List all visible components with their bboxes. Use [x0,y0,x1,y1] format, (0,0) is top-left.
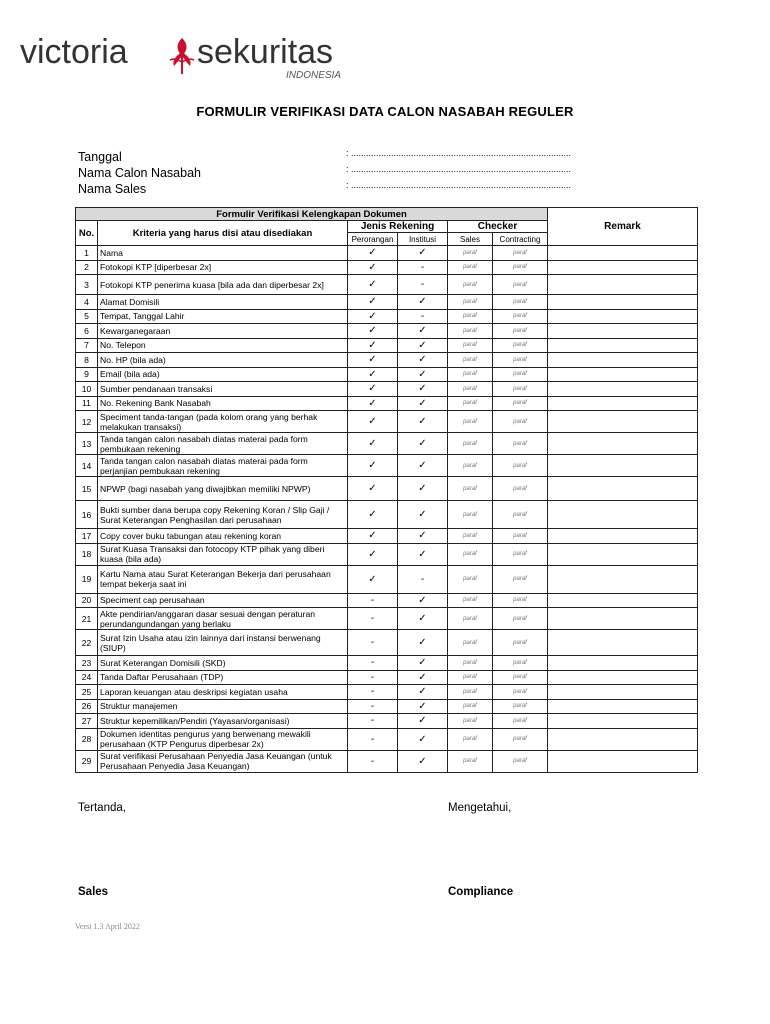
row-institusi-mark: ✓ [398,630,448,656]
row-number: 21 [76,608,98,630]
row-sales-paraf[interactable]: paraf [448,353,493,368]
row-institusi-mark: - [398,309,448,324]
row-number: 13 [76,433,98,455]
row-criteria: Kewarganegaraan [98,324,348,339]
form-field-value[interactable]: : ........................................................................................ [346,148,572,158]
no-header: No. [76,221,98,246]
row-number: 5 [76,309,98,324]
row-criteria: Laporan keuangan atau deskripsi kegiatan usaha [98,685,348,700]
row-criteria: NPWP (bagi nasabah yang diwajibkan memiliki NPWP) [98,477,348,501]
row-number: 8 [76,353,98,368]
row-contracting-paraf[interactable]: paraf [493,433,548,455]
logo-emblem-icon [170,38,194,74]
table-row [76,411,698,433]
row-remark[interactable] [548,670,698,685]
row-perorangan-mark: - [348,608,398,630]
table-row [76,246,698,261]
row-perorangan-mark: ✓ [348,338,398,353]
row-institusi-mark: - [398,275,448,295]
row-contracting-paraf[interactable]: paraf [493,367,548,382]
table-row [76,630,698,656]
row-sales-paraf[interactable]: paraf [448,477,493,501]
row-sales-paraf[interactable]: paraf [448,714,493,729]
table-row [76,455,698,477]
row-institusi-mark: ✓ [398,396,448,411]
row-contracting-paraf[interactable]: paraf [493,685,548,700]
row-contracting-paraf[interactable]: paraf [493,324,548,339]
row-criteria: Tanda tangan calon nasabah diatas materai pada form perjanjian pembukaan rekening [98,455,348,477]
row-remark[interactable] [548,477,698,501]
row-institusi-mark: ✓ [398,477,448,501]
table-row [76,608,698,630]
row-contracting-paraf[interactable]: paraf [493,477,548,501]
row-criteria: Fotokopi KTP [diperbesar 2x] [98,260,348,275]
row-perorangan-mark: ✓ [348,396,398,411]
row-contracting-paraf[interactable]: paraf [493,608,548,630]
row-criteria: Surat Keterangan Domisili (SKD) [98,656,348,671]
row-sales-paraf[interactable]: paraf [448,685,493,700]
form-field-value[interactable]: : ........................................................................................ [346,164,572,174]
row-sales-paraf[interactable]: paraf [448,411,493,433]
table-row [76,728,698,750]
row-remark[interactable] [548,396,698,411]
logo-left-text: victoria [20,33,128,71]
row-perorangan-mark: ✓ [348,295,398,310]
row-criteria: Struktur manajemen [98,699,348,714]
criteria-header: Kriteria yang harus disi atau disediakan [98,221,348,246]
sales-header: Sales [448,233,493,246]
row-institusi-mark: ✓ [398,685,448,700]
row-institusi-mark: ✓ [398,670,448,685]
table-row [76,275,698,295]
row-sales-paraf[interactable]: paraf [448,309,493,324]
row-institusi-mark: ✓ [398,338,448,353]
row-contracting-paraf[interactable]: paraf [493,543,548,565]
row-contracting-paraf[interactable]: paraf [493,309,548,324]
row-perorangan-mark: ✓ [348,382,398,397]
row-contracting-paraf[interactable]: paraf [493,728,548,750]
row-institusi-mark: ✓ [398,728,448,750]
form-field-label: Nama Sales [78,182,147,196]
row-number: 26 [76,699,98,714]
table-row [76,714,698,729]
row-number: 3 [76,275,98,295]
row-remark[interactable] [548,246,698,261]
row-perorangan-mark: ✓ [348,455,398,477]
row-remark[interactable] [548,433,698,455]
row-criteria: Surat verifikasi Perusahaan Penyedia Jasa Keuangan (untuk Perusahaan Penyedia Jasa Keuangan) [98,750,348,772]
row-criteria: Struktur kepemilikan/Pendiri (Yayasan/organisasi) [98,714,348,729]
row-remark[interactable] [548,295,698,310]
row-number: 25 [76,685,98,700]
row-number: 4 [76,295,98,310]
row-sales-paraf[interactable]: paraf [448,324,493,339]
row-number: 10 [76,382,98,397]
row-contracting-paraf[interactable]: paraf [493,656,548,671]
row-sales-paraf[interactable]: paraf [448,608,493,630]
row-institusi-mark: ✓ [398,529,448,544]
row-institusi-mark: ✓ [398,353,448,368]
row-number: 15 [76,477,98,501]
row-sales-paraf[interactable]: paraf [448,501,493,529]
table-row [76,685,698,700]
row-perorangan-mark: ✓ [348,260,398,275]
row-sales-paraf[interactable]: paraf [448,455,493,477]
row-perorangan-mark: ✓ [348,433,398,455]
row-contracting-paraf[interactable]: paraf [493,275,548,295]
row-number: 11 [76,396,98,411]
row-perorangan-mark: - [348,699,398,714]
row-remark[interactable] [548,260,698,275]
row-contracting-paraf[interactable]: paraf [493,529,548,544]
row-remark[interactable] [548,309,698,324]
row-criteria: Speciment tanda-tangan (pada kolom orang yang berhak melakukan transaksi) [98,411,348,433]
row-number: 1 [76,246,98,261]
table-row [76,324,698,339]
row-institusi-mark: ✓ [398,246,448,261]
row-contracting-paraf[interactable]: paraf [493,565,548,593]
table-row [76,750,698,772]
remark-header: Remark [548,208,698,246]
row-remark[interactable] [548,382,698,397]
table-body [76,246,698,773]
row-remark[interactable] [548,455,698,477]
row-perorangan-mark: - [348,728,398,750]
form-field-label: Tanggal [78,150,122,164]
table-row [76,529,698,544]
institusi-header: Institusi [398,233,448,246]
logo-sub-text: INDONESIA [286,70,342,81]
row-sales-paraf[interactable]: paraf [448,246,493,261]
row-number: 7 [76,338,98,353]
row-institusi-mark: ✓ [398,714,448,729]
table-row [76,593,698,608]
row-perorangan-mark: ✓ [348,275,398,295]
table-row [76,565,698,593]
row-institusi-mark: ✓ [398,295,448,310]
row-number: 22 [76,630,98,656]
row-contracting-paraf[interactable]: paraf [493,382,548,397]
row-institusi-mark: ✓ [398,455,448,477]
row-remark[interactable] [548,656,698,671]
row-institusi-mark: ✓ [398,656,448,671]
row-remark[interactable] [548,324,698,339]
form-field-row [78,182,678,198]
row-contracting-paraf[interactable]: paraf [493,396,548,411]
row-number: 19 [76,565,98,593]
row-contracting-paraf[interactable]: paraf [493,714,548,729]
row-remark[interactable] [548,685,698,700]
form-field-value[interactable]: : ........................................................................................ [346,180,572,190]
row-perorangan-mark: ✓ [348,565,398,593]
contracting-header: Contracting [493,233,548,246]
row-criteria: Copy cover buku tabungan atau rekening koran [98,529,348,544]
row-number: 20 [76,593,98,608]
row-perorangan-mark: ✓ [348,367,398,382]
form-title: FORMULIR VERIFIKASI DATA CALON NASABAH REGULER [196,104,574,119]
row-institusi-mark: - [398,565,448,593]
table-row [76,656,698,671]
row-perorangan-mark: - [348,750,398,772]
row-number: 17 [76,529,98,544]
row-remark[interactable] [548,529,698,544]
table-row [76,353,698,368]
form-field-label: Nama Calon Nasabah [78,166,201,180]
row-remark[interactable] [548,714,698,729]
row-contracting-paraf[interactable]: paraf [493,295,548,310]
row-perorangan-mark: - [348,670,398,685]
row-criteria: Tanda Daftar Perusahaan (TDP) [98,670,348,685]
version-footer: Versi 1.3 April 2022 [75,922,140,931]
row-contracting-paraf[interactable]: paraf [493,750,548,772]
row-sales-paraf[interactable]: paraf [448,750,493,772]
row-sales-paraf[interactable]: paraf [448,565,493,593]
row-sales-paraf[interactable]: paraf [448,728,493,750]
row-institusi-mark: ✓ [398,593,448,608]
row-institusi-mark: ✓ [398,750,448,772]
row-sales-paraf[interactable]: paraf [448,699,493,714]
row-institusi-mark: ✓ [398,433,448,455]
table-row [76,396,698,411]
row-contracting-paraf[interactable]: paraf [493,593,548,608]
row-institusi-mark: ✓ [398,411,448,433]
table-row [76,543,698,565]
row-remark[interactable] [548,501,698,529]
row-criteria: No. HP (bila ada) [98,353,348,368]
row-perorangan-mark: ✓ [348,477,398,501]
table-row [76,477,698,501]
row-contracting-paraf[interactable]: paraf [493,246,548,261]
perorangan-header: Perorangan [348,233,398,246]
table-row [76,260,698,275]
row-contracting-paraf[interactable]: paraf [493,260,548,275]
row-criteria: Nama [98,246,348,261]
row-criteria: No. Telepon [98,338,348,353]
table-row [76,367,698,382]
row-perorangan-mark: ✓ [348,309,398,324]
row-number: 27 [76,714,98,729]
row-sales-paraf[interactable]: paraf [448,260,493,275]
verification-table [75,207,698,773]
row-criteria: Dokumen identitas pengurus yang berwenang mewakili perusahaan (KTP Pengurus diperbesar 2x) [98,728,348,750]
row-contracting-paraf[interactable]: paraf [493,699,548,714]
row-remark[interactable] [548,593,698,608]
table-header-top: Formulir Verifikasi Kelengkapan Dokumen [76,208,548,221]
row-remark[interactable] [548,608,698,630]
row-institusi-mark: ✓ [398,382,448,397]
row-number: 18 [76,543,98,565]
row-number: 14 [76,455,98,477]
row-remark[interactable] [548,750,698,772]
row-contracting-paraf[interactable]: paraf [493,501,548,529]
row-institusi-mark: - [398,260,448,275]
signature-left-label: Tertanda, [78,802,126,814]
table-row [76,382,698,397]
row-institusi-mark: ✓ [398,324,448,339]
table-row [76,309,698,324]
row-criteria: Akte pendirian/anggaran dasar sesuai dengan peraturan perundangundangan yang berlaku [98,608,348,630]
row-institusi-mark: ✓ [398,543,448,565]
row-criteria: No. Rekening Bank Nasabah [98,396,348,411]
row-remark[interactable] [548,699,698,714]
row-remark[interactable] [548,543,698,565]
row-sales-paraf[interactable]: paraf [448,338,493,353]
row-sales-paraf[interactable]: paraf [448,295,493,310]
row-perorangan-mark: ✓ [348,501,398,529]
row-remark[interactable] [548,728,698,750]
row-contracting-paraf[interactable]: paraf [493,455,548,477]
table-row [76,433,698,455]
row-remark[interactable] [548,338,698,353]
row-sales-paraf[interactable]: paraf [448,656,493,671]
form-fields [78,150,678,198]
row-sales-paraf[interactable]: paraf [448,433,493,455]
row-criteria: Alamat Domisili [98,295,348,310]
row-remark[interactable] [548,367,698,382]
row-remark[interactable] [548,630,698,656]
row-sales-paraf[interactable]: paraf [448,367,493,382]
table-row [76,501,698,529]
row-number: 2 [76,260,98,275]
table-row [76,670,698,685]
row-institusi-mark: ✓ [398,608,448,630]
row-sales-paraf[interactable]: paraf [448,593,493,608]
row-number: 29 [76,750,98,772]
table-row [76,699,698,714]
row-sales-paraf[interactable]: paraf [448,543,493,565]
row-criteria: Kartu Nama atau Surat Keterangan Bekerja dari perusahaan tempat bekerja saat ini [98,565,348,593]
row-institusi-mark: ✓ [398,699,448,714]
row-contracting-paraf[interactable]: paraf [493,630,548,656]
signature-compliance-label: Compliance [448,886,514,898]
company-logo [20,30,360,85]
row-perorangan-mark: ✓ [348,353,398,368]
row-number: 12 [76,411,98,433]
row-institusi-mark: ✓ [398,367,448,382]
jenis-rekening-header: Jenis Rekening [348,221,448,233]
row-institusi-mark: ✓ [398,501,448,529]
row-perorangan-mark: - [348,685,398,700]
row-criteria: Email (bila ada) [98,367,348,382]
signature-right-label: Mengetahui, [448,802,512,814]
row-perorangan-mark: ✓ [348,543,398,565]
row-criteria: Fotokopi KTP penerima kuasa [bila ada dan diperbesar 2x] [98,275,348,295]
row-remark[interactable] [548,565,698,593]
checker-header: Checker [448,221,548,233]
row-contracting-paraf[interactable]: paraf [493,353,548,368]
row-number: 6 [76,324,98,339]
row-criteria: Tanda tangan calon nasabah diatas materai pada form pembukaan rekening [98,433,348,455]
row-perorangan-mark: ✓ [348,411,398,433]
table-row [76,338,698,353]
row-number: 28 [76,728,98,750]
row-perorangan-mark: - [348,656,398,671]
row-perorangan-mark: ✓ [348,246,398,261]
row-number: 23 [76,656,98,671]
row-remark[interactable] [548,353,698,368]
row-perorangan-mark: - [348,593,398,608]
row-sales-paraf[interactable]: paraf [448,382,493,397]
row-contracting-paraf[interactable]: paraf [493,338,548,353]
row-perorangan-mark: - [348,714,398,729]
row-sales-paraf[interactable]: paraf [448,529,493,544]
row-perorangan-mark: - [348,630,398,656]
row-remark[interactable] [548,411,698,433]
row-criteria: Bukti sumber dana berupa copy Rekening Koran / Slip Gaji / Surat Keterangan Penghasilan dari perusahaan [98,501,348,529]
logo-right-text: sekuritas [197,33,334,71]
row-sales-paraf[interactable]: paraf [448,670,493,685]
row-number: 9 [76,367,98,382]
row-contracting-paraf[interactable]: paraf [493,411,548,433]
row-criteria: Surat Izin Usaha atau izin lainnya dari instansi berwenang (SIUP) [98,630,348,656]
row-sales-paraf[interactable]: paraf [448,275,493,295]
row-criteria: Surat Kuasa Transaksi dan fotocopy KTP pihak yang diberi kuasa (bila ada) [98,543,348,565]
row-number: 24 [76,670,98,685]
row-contracting-paraf[interactable]: paraf [493,670,548,685]
signature-sales-label: Sales [78,886,109,898]
row-criteria: Tempat, Tanggal Lahir [98,309,348,324]
row-criteria: Speciment cap perusahaan [98,593,348,608]
row-criteria: Sumber pendanaan transaksi [98,382,348,397]
row-perorangan-mark: ✓ [348,324,398,339]
row-number: 16 [76,501,98,529]
row-remark[interactable] [548,275,698,295]
row-sales-paraf[interactable]: paraf [448,396,493,411]
row-sales-paraf[interactable]: paraf [448,630,493,656]
table-row [76,295,698,310]
row-perorangan-mark: ✓ [348,529,398,544]
